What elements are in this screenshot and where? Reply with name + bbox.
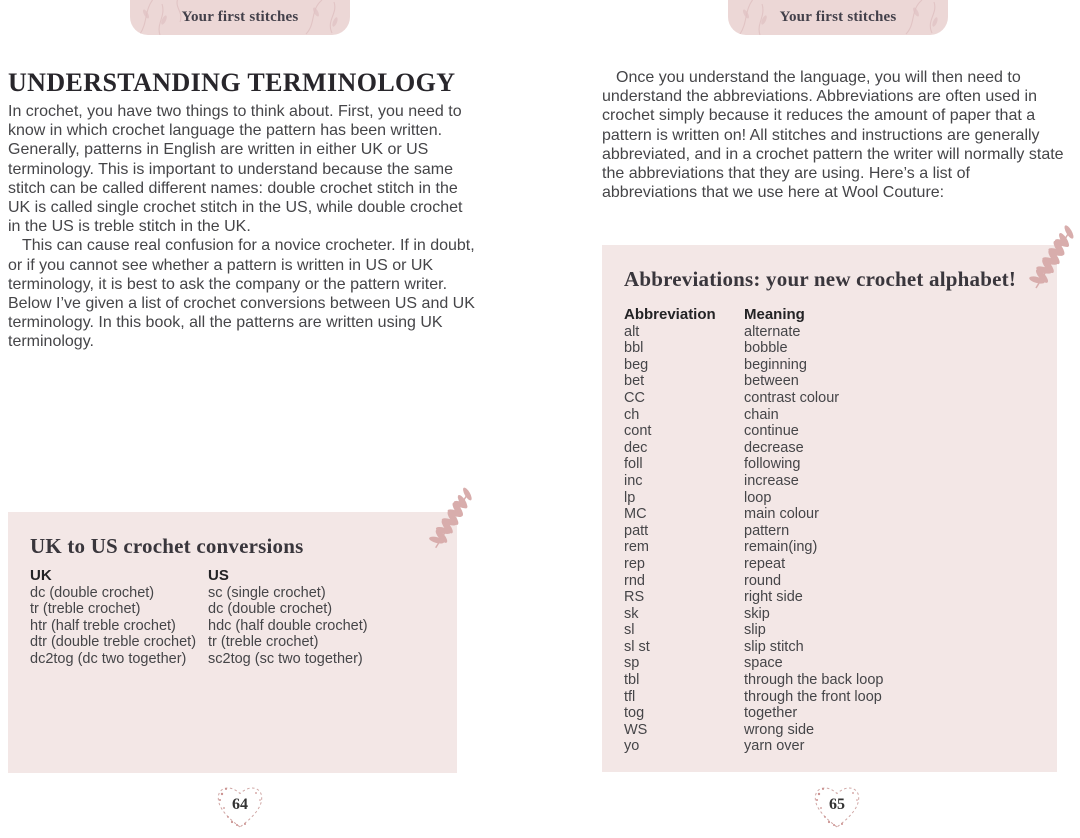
left-body-text xyxy=(8,102,476,352)
uk-column-header: UK xyxy=(30,567,52,584)
abbreviation-row xyxy=(624,655,1057,672)
abbreviation-row xyxy=(624,539,1057,556)
abbreviation-term: rem xyxy=(624,539,649,556)
abbreviation-row xyxy=(624,672,1057,689)
abbreviation-row xyxy=(624,390,1057,407)
uk-term: dc2tog (dc two together) xyxy=(30,650,187,667)
abbreviation-row xyxy=(624,490,1057,507)
abbreviation-term: bbl xyxy=(624,340,644,357)
abbreviation-term: tbl xyxy=(624,672,640,689)
abbreviation-meaning: decrease xyxy=(744,439,804,456)
abbreviation-term: dec xyxy=(624,439,648,456)
uk-term: dtr (double treble crochet) xyxy=(30,634,197,651)
abbreviation-term: CC xyxy=(624,389,645,406)
conversion-row xyxy=(30,585,457,602)
conversions-rows xyxy=(30,585,457,668)
abbreviation-row xyxy=(624,556,1057,573)
uk-term: htr (half treble crochet) xyxy=(30,617,176,634)
abbreviation-row xyxy=(624,606,1057,623)
abbreviation-term: sk xyxy=(624,605,639,622)
us-term: dc (double crochet) xyxy=(208,601,333,618)
us-term: sc (single crochet) xyxy=(208,584,326,601)
abbreviation-meaning: beginning xyxy=(744,356,807,373)
abbreviation-term: patt xyxy=(624,522,649,539)
abbreviation-meaning: chain xyxy=(744,406,779,423)
abbreviation-meaning: slip stitch xyxy=(744,638,804,655)
abbreviation-term: sl st xyxy=(624,638,650,655)
abbreviation-meaning: main colour xyxy=(744,506,819,523)
abbreviation-meaning: alternate xyxy=(744,323,801,340)
abbreviation-term: bet xyxy=(624,373,645,390)
chapter-banner-right xyxy=(728,0,948,35)
abbreviation-meaning: space xyxy=(744,655,783,672)
abbreviation-meaning: right side xyxy=(744,589,803,606)
abbreviation-row xyxy=(624,573,1057,590)
abbreviation-row xyxy=(624,456,1057,473)
abbreviations-table xyxy=(624,307,1057,755)
page-number-right xyxy=(809,778,865,834)
abbreviation-term: lp xyxy=(624,489,636,506)
abbreviation-row xyxy=(624,639,1057,656)
abbreviation-term: tfl xyxy=(624,688,636,705)
abbreviation-meaning: round xyxy=(744,572,782,589)
abbreviation-meaning: together xyxy=(744,705,798,722)
abbreviation-row xyxy=(624,722,1057,739)
abbreviation-meaning: increase xyxy=(744,472,799,489)
abbreviation-meaning: repeat xyxy=(744,555,786,572)
chapter-banner-label: Your first stitches xyxy=(181,9,299,25)
abbreviation-term: sp xyxy=(624,655,640,672)
abbreviation-row xyxy=(624,689,1057,706)
conversion-row xyxy=(30,601,457,618)
right-body-text xyxy=(602,68,1068,202)
page-number-left xyxy=(212,778,268,834)
abbreviation-meaning: through the front loop xyxy=(744,688,882,705)
abbreviation-row xyxy=(624,440,1057,457)
abbreviation-row xyxy=(624,473,1057,490)
abbreviation-meaning: contrast colour xyxy=(744,389,840,406)
abbreviation-column-header: Abbreviation xyxy=(624,306,716,323)
abbreviations-header-row xyxy=(624,307,1057,324)
abbreviation-meaning: pattern xyxy=(744,522,790,539)
chapter-banner-left xyxy=(130,0,350,35)
abbreviation-row xyxy=(624,506,1057,523)
meaning-column-header: Meaning xyxy=(744,306,805,323)
us-term: sc2tog (sc two together) xyxy=(208,650,363,667)
abbreviation-term: yo xyxy=(624,738,640,755)
conversion-row xyxy=(30,634,457,651)
page-number: 65 xyxy=(829,796,845,813)
abbreviation-row xyxy=(624,373,1057,390)
us-term: hdc (half double crochet) xyxy=(208,617,368,634)
abbreviation-row xyxy=(624,705,1057,722)
conversions-header-row xyxy=(30,568,457,585)
abbreviations-rows xyxy=(624,324,1057,755)
abbreviation-term: alt xyxy=(624,323,640,340)
abbreviation-row xyxy=(624,407,1057,424)
body-paragraph: Once you understand the language, you will then need to understand the abbreviations. Abbreviations are often used in crochet simply because it reduces the amount of paper that a pattern is written on! All stitches and instructions are generally abbreviated, and in a crochet pattern the writer will normally state the abbreviations that they are using. Here’s a list of abbreviations that we use here at Wool Couture: xyxy=(602,69,1064,202)
abbreviation-term: cont xyxy=(624,423,652,440)
abbreviation-meaning: remain(ing) xyxy=(744,539,818,556)
abbreviation-row xyxy=(624,589,1057,606)
page-title: UNDERSTANDING TERMINOLOGY xyxy=(8,68,456,97)
abbreviation-meaning: yarn over xyxy=(744,738,805,755)
conversions-title: UK to US crochet conversions xyxy=(30,534,304,558)
us-term: tr (treble crochet) xyxy=(208,634,319,651)
abbreviation-meaning: loop xyxy=(744,489,772,506)
abbreviation-row xyxy=(624,738,1057,755)
abbreviation-term: inc xyxy=(624,472,643,489)
abbreviations-title: Abbreviations: your new crochet alphabet! xyxy=(624,267,1017,291)
abbreviation-term: sl xyxy=(624,622,635,639)
conversions-table xyxy=(30,568,457,668)
abbreviations-panel xyxy=(602,245,1057,772)
us-column-header: US xyxy=(208,567,229,584)
body-paragraph: This can cause real confusion for a novice crocheter. If in doubt, or if you cannot see whether a pattern is written in US or UK terminology, it is best to ask the company or the pattern writer. Below I’ve given a list of crochet conversions between US and UK terminology. In this book, all the patterns are written using UK terminology. xyxy=(8,237,475,351)
conversion-row xyxy=(30,651,457,668)
abbreviation-meaning: skip xyxy=(744,605,770,622)
abbreviation-term: rnd xyxy=(624,572,645,589)
conversions-panel xyxy=(8,512,457,773)
abbreviation-meaning: wrong side xyxy=(744,721,815,738)
abbreviation-row xyxy=(624,324,1057,341)
chapter-banner-label: Your first stitches xyxy=(779,9,897,25)
uk-term: tr (treble crochet) xyxy=(30,601,141,618)
abbreviation-meaning: continue xyxy=(744,423,799,440)
abbreviation-term: beg xyxy=(624,356,649,373)
abbreviation-meaning: following xyxy=(744,456,801,473)
abbreviation-meaning: through the back loop xyxy=(744,672,884,689)
abbreviation-term: rep xyxy=(624,555,645,572)
abbreviation-row xyxy=(624,357,1057,374)
abbreviation-row xyxy=(624,523,1057,540)
page-number: 64 xyxy=(232,796,248,813)
abbreviation-term: ch xyxy=(624,406,640,423)
abbreviation-term: RS xyxy=(624,589,645,606)
abbreviation-term: MC xyxy=(624,506,647,523)
abbreviation-meaning: bobble xyxy=(744,340,788,357)
uk-term: dc (double crochet) xyxy=(30,584,155,601)
abbreviation-row xyxy=(624,340,1057,357)
abbreviation-term: foll xyxy=(624,456,643,473)
conversion-row xyxy=(30,618,457,635)
abbreviation-term: WS xyxy=(624,721,648,738)
abbreviation-meaning: slip xyxy=(744,622,766,639)
abbreviation-row xyxy=(624,423,1057,440)
abbreviation-row xyxy=(624,622,1057,639)
body-paragraph: In crochet, you have two things to think about. First, you need to know in which crochet language the pattern has been written. Generally, patterns in English are written in either UK or US terminology. This is important to understand because the same stitch can be called different names: double crochet stitch in the UK is called single crochet stitch in the US, while double crochet in the US is treble stitch in the UK. xyxy=(8,103,463,236)
abbreviation-meaning: between xyxy=(744,373,799,390)
abbreviation-term: tog xyxy=(624,705,645,722)
